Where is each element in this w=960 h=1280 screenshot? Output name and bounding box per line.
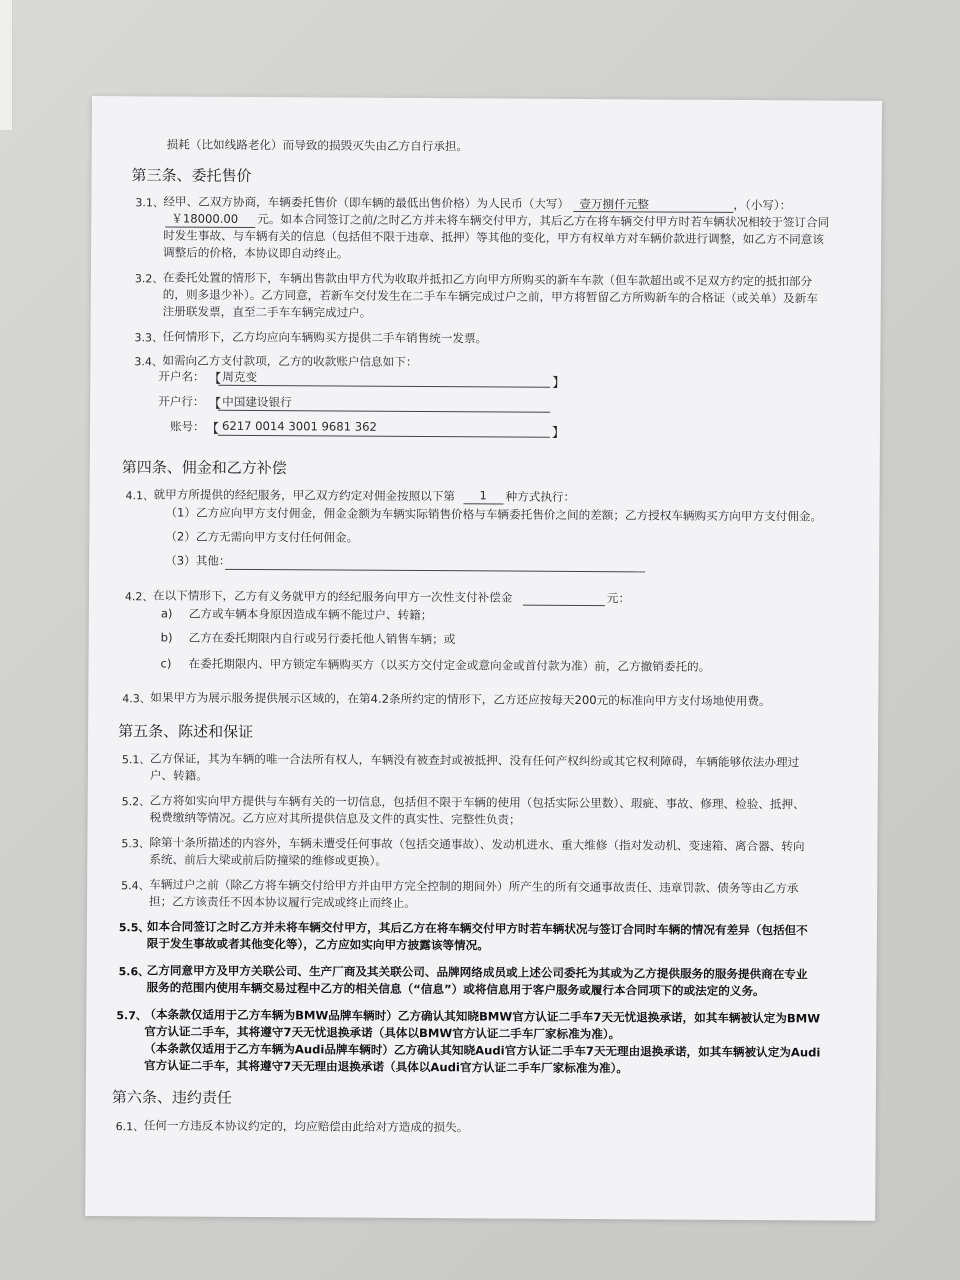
clause-6-1-number: 6.1、 [115,1120,145,1134]
clause-5-6-line-2: 服务的范围内使用车辆交易过程中乙方的相关信息（“信息”）或将信息用于客户服务或履行本合同项下的或法定的义务。 [146,980,765,999]
clause-5-1-line-2: 户、转籍。 [149,768,208,783]
option-2: （2）乙方无需向甲方支付任何佣金。 [165,529,359,545]
clause-4-3-number: 4.3、 [122,692,151,706]
clause-6-1-line-1: 任何一方违反本协议约定的，均应赔偿由此给对方造成的损失。 [143,1118,469,1135]
clause-3-1-number: 3.1、 [135,196,164,210]
clause-3-4-number: 3.4、 [134,355,163,369]
section-6-heading: 第六条、违约责任 [111,1088,232,1107]
clause-4-1-number: 4.1、 [125,489,155,503]
clause-4-2-number: 4.2、 [124,590,154,604]
account-name-underline [218,385,550,388]
clause-5-3-line-2: 系统、前后大梁或前后防撞梁的维修或更换）。 [149,852,388,868]
clause-5-7-line-2: 官方认证二手车，其将遵守7天无忧退换承诺（具体以BMW官方认证二手车厂家标准为准）。 [144,1024,621,1042]
clause-3-3-number: 3.3、 [134,331,164,345]
clause-5-4-line-2: 担；乙方该责任不因本协议履行完成或终止而终止。 [149,894,416,910]
section-5-heading: 第五条、陈述和保证 [118,722,254,741]
account-number-underline [218,435,550,438]
section-3-heading: 第三条、委托售价 [131,166,252,185]
clause-5-1-line-1: 乙方保证，其为车辆的唯一合法所有权人，车辆没有被查封或被抵押、没有任何产权纠纷或其它权利障碍，车辆能够依法办理过 [149,751,800,770]
bracket-open: 【 [208,396,222,412]
clause-5-7-number: 5.7、 [116,1009,147,1023]
clause-3-1-line-1b: ，（小写）： [733,197,792,213]
commission-choice: 1 [479,488,488,503]
item-a-text: 乙方或车辆本身原因造成车辆不能过户、转籍； [188,606,433,623]
background-object [0,0,13,130]
clause-5-6-number: 5.6、 [118,965,150,979]
clause-4-2-line-1a: 在以下情形下，乙方有义务就甲方的经纪服务向甲方一次性支付补偿金 [152,588,513,605]
section-4-heading: 第四条、佣金和乙方补偿 [121,458,287,478]
item-a-label: a) [160,606,173,621]
item-c-text: 在委托期限内、甲方锁定车辆购买方（以买方交付定金或意向金或首付款为准）前，乙方撤销委托的。 [188,656,711,674]
account-bank-label: 开户行： [158,394,205,409]
clause-5-5-line-2: 限于发生事故或者其他变化等），乙方应如实向甲方披露该等情况。 [146,936,489,953]
clause-3-3-line-1: 任何情形下，乙方均应向车辆购买方提供二手车销售统一发票。 [162,329,488,346]
clause-5-2-number: 5.2、 [121,795,151,809]
bracket-open: 【 [208,371,222,387]
clause-5-7-line-1: （本条款仅适用于乙方车辆为BMW品牌车辆时）乙方确认其知晓BMW官方认证二手车7天无忧退换承诺，如其车辆被认定为BMW [144,1007,821,1026]
clause-3-2-line-2: 的，则多退少补）。乙方同意，若新车交付发生在二手车车辆完成过户之前，甲方将暂留乙方所购新车的合格证（或关单）及新车 [162,287,818,306]
compensation-underline [523,605,605,607]
bracket-close: 】 [552,375,566,391]
account-name-value: 周克变 [222,369,258,385]
account-bank-value: 中国建设银行 [222,394,292,410]
clause-3-2-line-1: 在委托处置的情形下，车辆出售款由甲方代为收取并抵扣乙方向甲方所购买的新车车款（但车款超出或不足双方约定的抵扣部分 [162,270,813,289]
option-3: （3）其他： [165,553,231,568]
clause-3-2-number: 3.2、 [134,272,164,286]
clause-5-2-line-2: 税费缴纳等情况。乙方应对其所提供信息及文件的真实性、完整性负责； [149,810,521,827]
clause-5-4-line-1: 车辆过户之前（除乙方将车辆交付给甲方并由甲方完全控制的期间外）所产生的所有交通事故责任、违章罚款、债务等由乙方承 [149,877,799,896]
clause-5-4-number: 5.4、 [121,879,150,893]
account-bank-underline [218,410,550,413]
clause-5-5-number: 5.5、 [118,921,150,935]
clause-4-3-line-1: 如果甲方为展示服务提供展示区域的，在第4.2条所约定的情形下，乙方还应按每天200元的标准向甲方支付场地使用费。 [150,690,771,709]
clause-4-1-line-1a: 就甲方所提供的经纪服务，甲乙双方约定对佣金按照以下第 [153,487,456,504]
clause-3-1-line-4: 调整后的价格，本协议即自动终止。 [163,245,349,261]
bracket-close: 】 [551,425,566,441]
clause-5-3-number: 5.3、 [121,837,150,851]
clause-3-2-line-3: 注册联发票，直至二手车车辆完成过户。 [162,304,372,320]
amount-in-words: 壹万捌仟元整 [579,196,649,212]
clause-5-2-line-1: 乙方将如实向甲方提供与车辆有关的一切信息，包括但不限于车辆的使用（包括实际公里数）、瑕疵、事故、修理、检验、抵押、 [149,793,805,812]
clause-5-1-number: 5.1、 [121,753,151,767]
clause-5-5-line-1: 如本合同签订之时乙方并未将车辆交付甲方，其后乙方在将车辆交付甲方时若车辆状况与签订合同时车辆的情况有差异（包括但不 [146,919,808,938]
amount-in-figures: ￥18000.00 [171,211,239,226]
continued-text: 损耗（比如线路老化）而导致的损毁灭失由乙方自行承担。 [166,137,469,154]
contract-page [85,96,882,1221]
clause-5-6-line-1: 乙方同意甲方及甲方关联公司、生产厂商及其关联公司、品牌网络成员或上述公司委托为其或为乙方提供服务的服务提供商在专业 [146,963,808,982]
item-c-label: c) [160,656,172,671]
clause-3-1-line-3: 时发生事故、与车辆有关的信息（包括但不限于违章、抵押）等其他的变化，甲方有权单方对车辆价款进行调整，如乙方不同意该 [163,228,825,247]
bracket-open: 【 [205,421,220,437]
account-number-value: 6217 0014 3001 9681 362 [221,418,377,434]
clause-3-4-line-1: 如需向乙方支付款项，乙方的收款账户信息如下： [162,353,418,369]
clause-5-7-line-3: （本条款仅适用于乙方车辆为Audi品牌车辆时）乙方确认其知晓Audi官方认证二手车7天无理由退换承诺，如其车辆被认定为Audi [144,1041,821,1060]
account-name-label: 开户名： [158,369,205,384]
item-b-label: b) [160,630,173,645]
clause-4-1-line-1b: 种方式执行： [505,489,576,504]
clause-3-1-line-1a: 经甲、乙双方协商，车辆委托售价（即车辆的最低出售价格）为人民币（大写） [163,194,570,211]
option-3-underline [225,569,645,573]
account-number-label: 账号： [169,419,205,434]
item-b-text: 乙方在委托期限内自行或另行委托他人销售车辆；或 [188,630,456,647]
clause-5-3-line-1: 除第十条所描述的内容外，车辆未遭受任何事故（包括交通事故）、发动机进水、重大维修（指对发动机、变速箱、离合器、转向 [149,835,805,854]
clause-4-2-line-1b: 元： [606,591,631,606]
choice-underline [464,503,504,504]
option-1: （1）乙方应向甲方支付佣金，佣金金额为车辆实际销售价格与车辆委托售价之间的差额；乙方授权车辆购买方向甲方支付佣金。 [165,505,823,524]
clause-3-1-line-2: 元。如本合同签订之前/之时乙方并未将车辆交付甲方，其后乙方在将车辆交付甲方时若车辆状况相较于签订合同 [257,212,830,230]
clause-5-7-line-4: 官方认证二手车，其将遵守7天无理由退换承诺（具体以Audi官方认证二手车厂家标准为准）。 [144,1058,629,1076]
